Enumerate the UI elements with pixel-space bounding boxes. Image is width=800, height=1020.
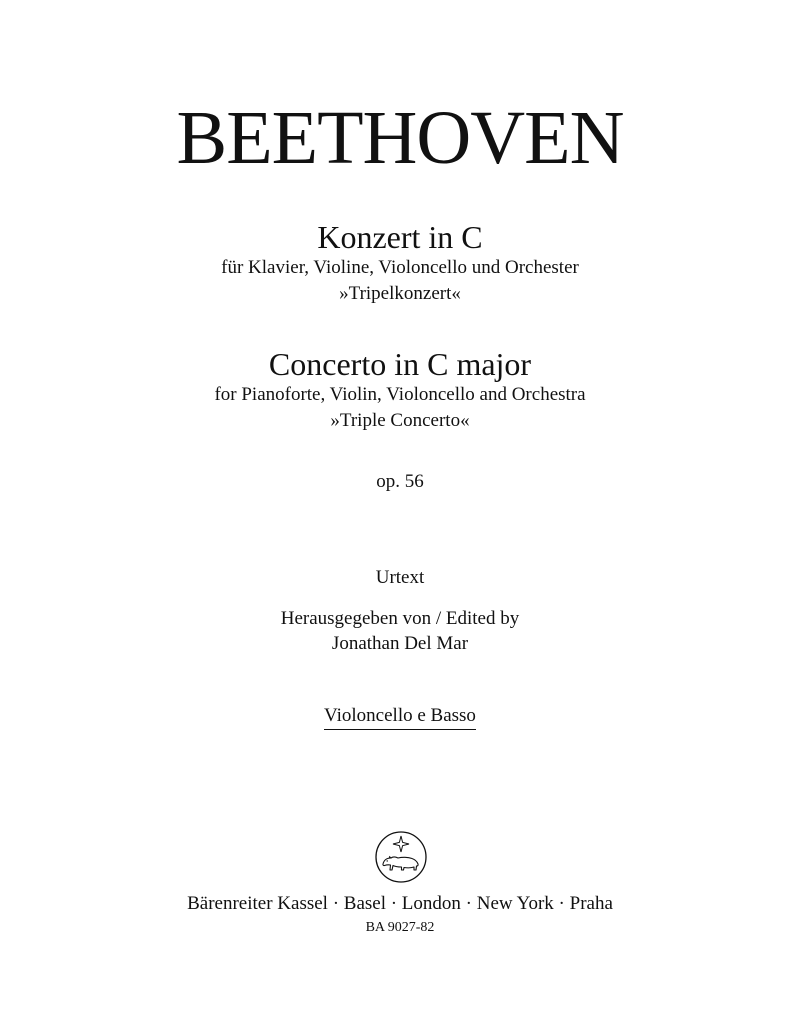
part-name-wrapper — [0, 706, 800, 730]
composer-name: BEETHOVEN — [176, 96, 624, 180]
english-title: Concerto in C major — [268, 346, 532, 382]
part-name: Violoncello e Basso — [324, 706, 476, 730]
editor-label: Herausgegeben von / Edited by — [280, 608, 520, 629]
german-instrumentation: für Klavier, Violine, Violoncello und Orchester — [221, 257, 579, 278]
english-nickname: »Triple Concerto« — [330, 410, 470, 431]
editor-name: Jonathan Del Mar — [331, 633, 469, 654]
catalog-number: BA 9027-82 — [365, 920, 435, 935]
german-nickname: »Tripelkonzert« — [339, 283, 461, 304]
edition-type: Urtext — [375, 567, 425, 588]
opus-number: op. 56 — [376, 471, 424, 492]
english-instrumentation: for Pianoforte, Violin, Violoncello and Orchestra — [214, 384, 586, 405]
publisher-imprint: Bärenreiter Kassel · Basel · London · New York · Praha — [187, 893, 613, 914]
baerenreiter-bear-star-logo-icon — [374, 830, 428, 884]
german-title: Konzert in C — [317, 219, 483, 255]
